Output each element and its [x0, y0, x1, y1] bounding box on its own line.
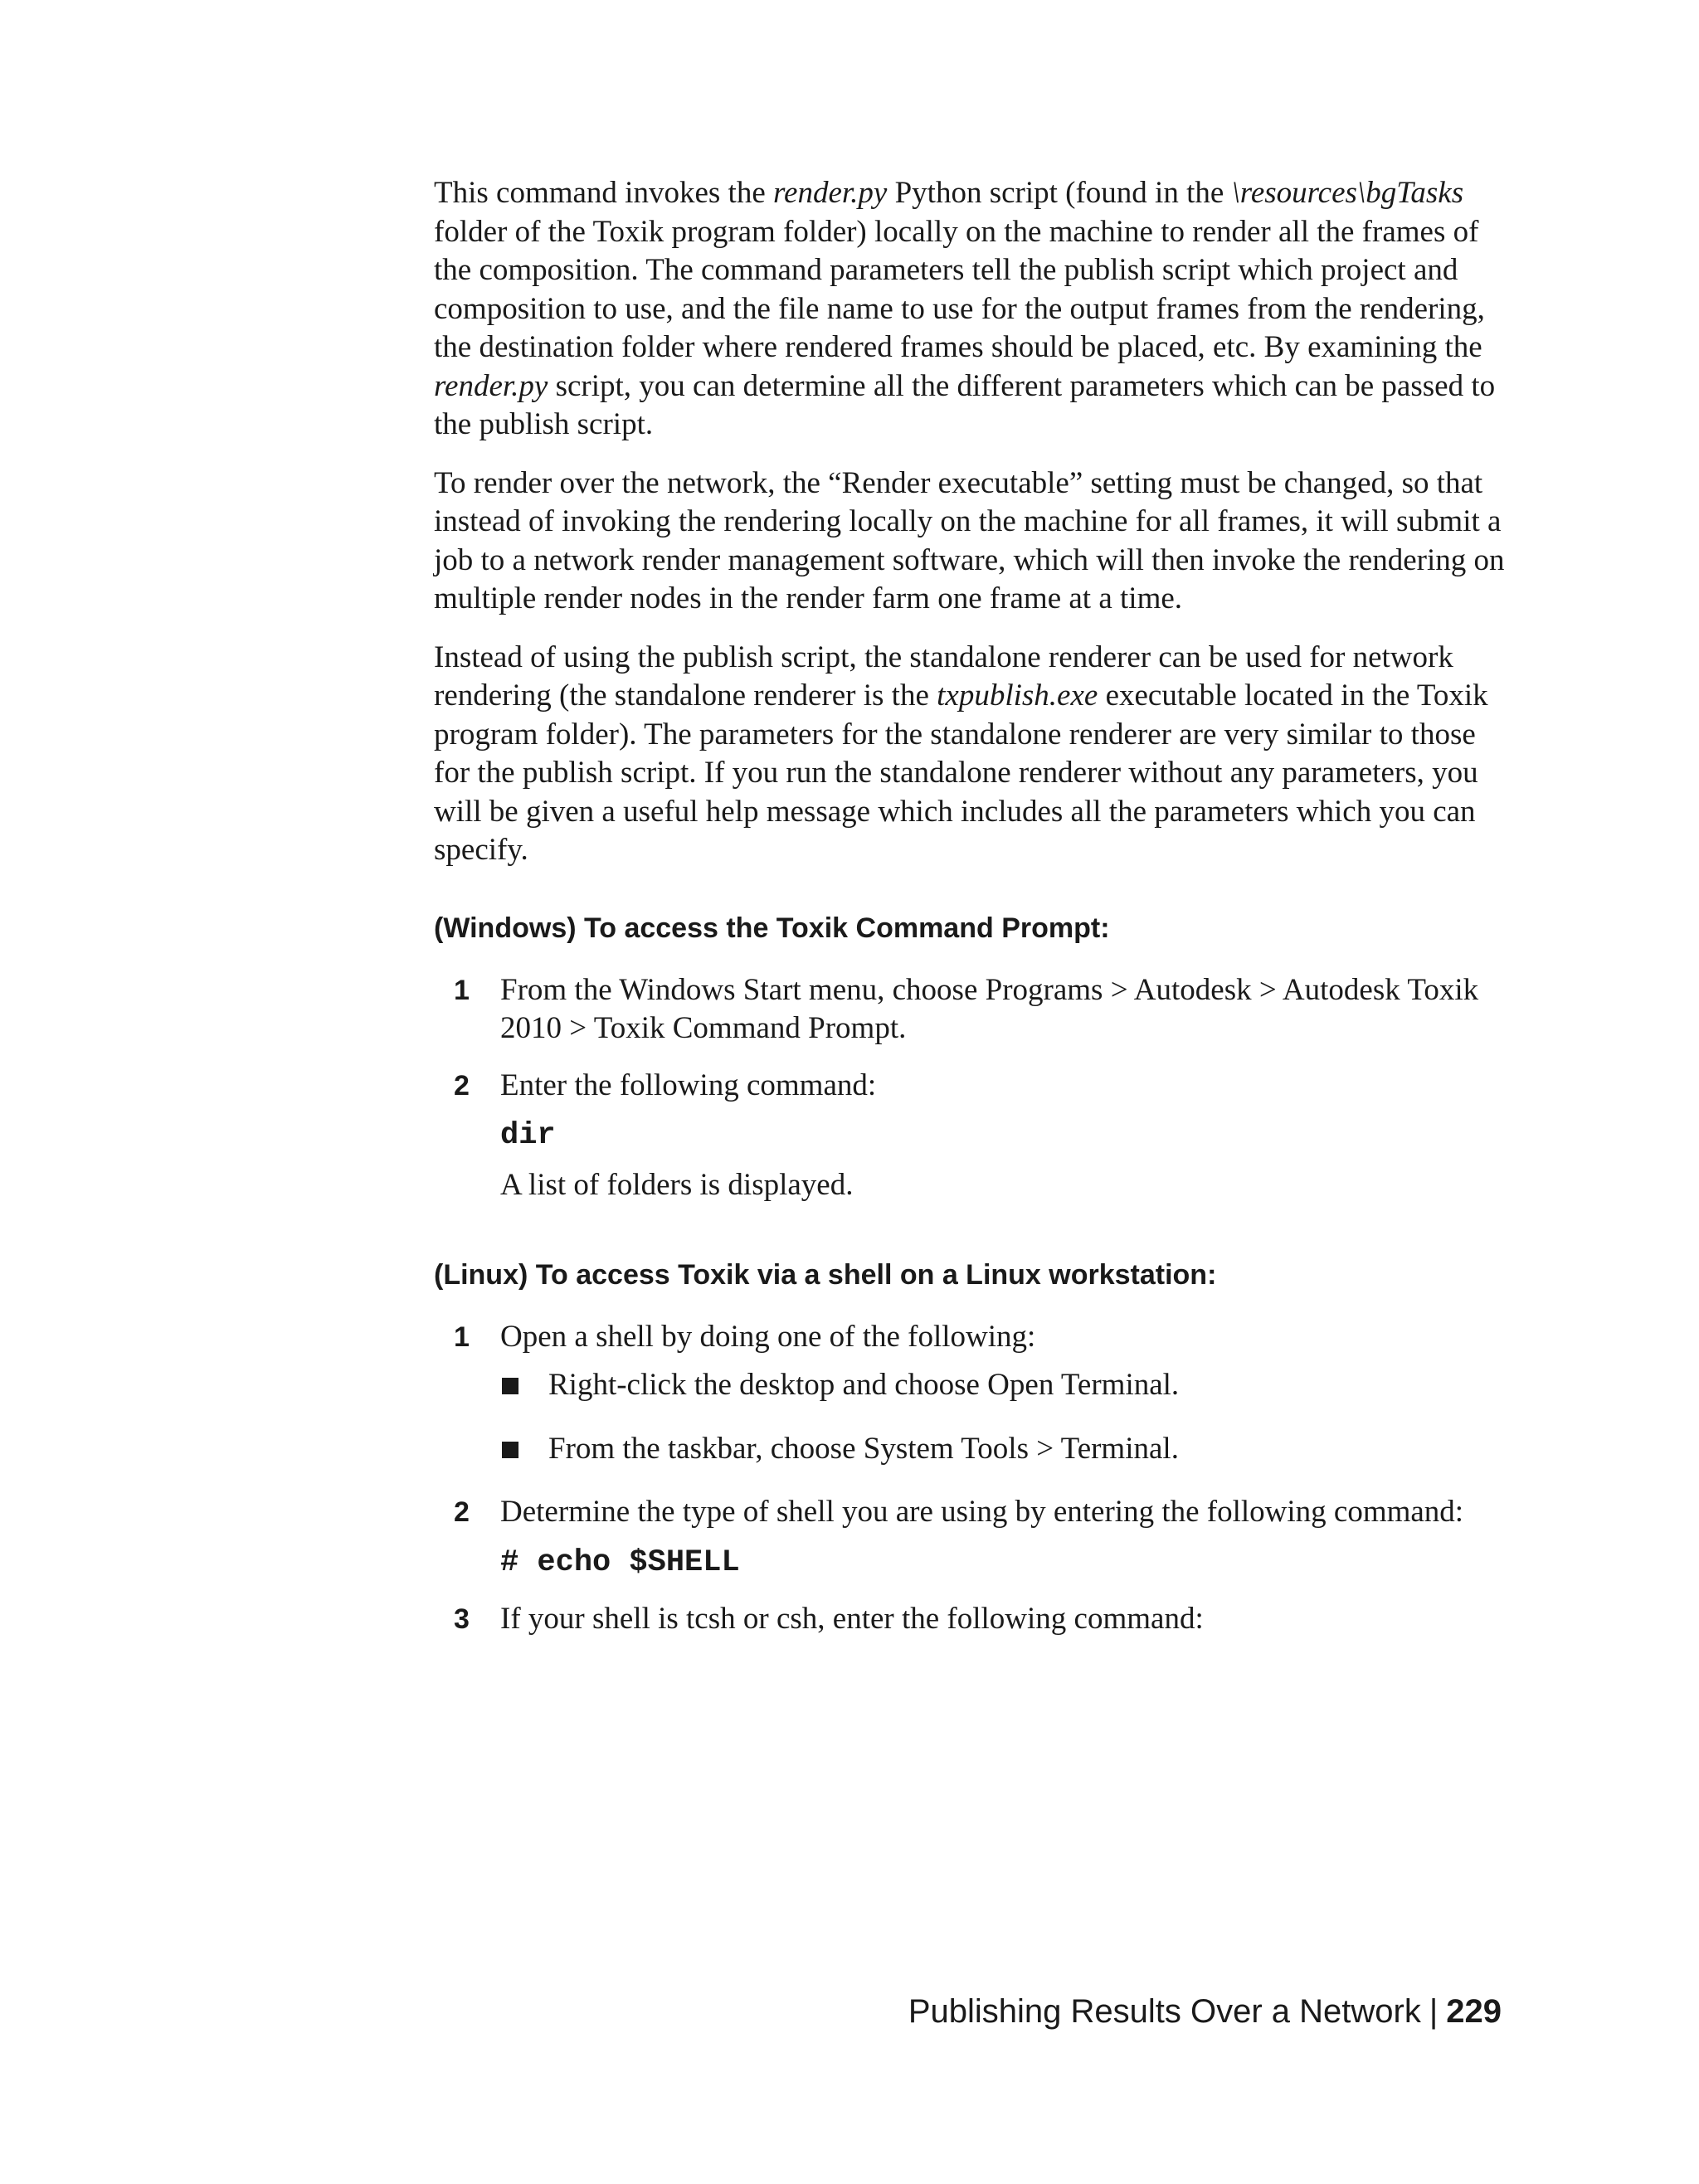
text-run: This command invokes the: [434, 176, 773, 210]
step-text: Enter the following command:: [500, 1068, 877, 1102]
footer-chapter-title: Publishing Results Over a Network: [908, 1993, 1421, 2030]
command-code: dir: [500, 1118, 556, 1153]
footer-separator: |: [1429, 1993, 1439, 2030]
linux-procedure-heading: (Linux) To access Toxik via a shell on a Linux workstation:: [434, 1258, 1217, 1291]
bullet-text: From the taskbar, choose System Tools > Terminal.: [548, 1431, 1179, 1466]
step-text: If your shell is tcsh or csh, enter the following command:: [500, 1601, 1204, 1636]
text-run: executable located in the Toxik program folder). The parameters for the standalone renderer are very similar to those for the publish script. If you run the standalone renderer without any parameters, you will be given a useful help message which includes all the parameters which you can specify.: [434, 679, 1488, 867]
step-text: Determine the type of shell you are using by entering the following command:: [500, 1495, 1464, 1529]
page-footer: [908, 1991, 1502, 2032]
filename-render-py: render.py: [773, 176, 888, 210]
bullet-item: [500, 1430, 1512, 1469]
text-run: script, you can determine all the different parameters which can be passed to the publish script.: [434, 368, 1496, 441]
step-number: 2: [454, 1069, 470, 1102]
bullet-item: [500, 1366, 1512, 1405]
paragraph-render-script: [434, 174, 1512, 445]
page-body: [434, 174, 1512, 1656]
step-number: 1: [454, 974, 470, 1006]
windows-step-1: [434, 971, 1512, 1048]
step-text: From the Windows Start menu, choose Programs > Autodesk > Autodesk Toxik 2010 > Toxik Command Prompt.: [500, 972, 1479, 1045]
step-number: 3: [454, 1603, 470, 1635]
page-number: 229: [1446, 1993, 1502, 2030]
text-run: folder of the Toxik program folder) locally on the machine to render all the frames of the composition. The command parameters tell the publish script which project and composition to use, and the file name to use for the output frames from the rendering, the destination folder where rendered frames should be placed, etc. By examining the: [434, 214, 1485, 364]
linux-step-1: [434, 1318, 1512, 1469]
paragraph-network-render: To render over the network, the “Render executable” setting must be changed, so that instead of invoking the rendering locally on the machine for all frames, it will submit a job to a network render management software, which will then invoke the rendering on multiple render nodes in the render farm one frame at a time.: [434, 465, 1505, 615]
step-result: A list of folders is displayed.: [500, 1168, 854, 1202]
linux-step-3: [434, 1600, 1512, 1639]
text-run: Python script (found in the: [887, 176, 1232, 210]
bullet-text: Right-click the desktop and choose Open Terminal.: [548, 1368, 1180, 1402]
step-number: 2: [454, 1496, 470, 1528]
step-number: 1: [454, 1321, 470, 1353]
windows-step-2: [434, 1067, 1512, 1205]
paragraph-standalone-renderer: [434, 639, 1512, 870]
windows-procedure-heading: (Windows) To access the Toxik Command Prompt:: [434, 912, 1110, 944]
square-bullet-icon: [502, 1442, 518, 1458]
command-code: # echo $SHELL: [500, 1544, 740, 1580]
step-text: Open a shell by doing one of the following:: [500, 1319, 1036, 1354]
text-run: Instead of using the publish script, the standalone renderer can be used for network rendering (the standalone renderer is the: [434, 640, 1453, 713]
filename-render-py: render.py: [434, 368, 548, 403]
linux-step-2: [434, 1493, 1512, 1582]
folder-path: \resources\bgTasks: [1231, 176, 1464, 210]
filename-txpublish: txpublish.exe: [937, 679, 1098, 713]
square-bullet-icon: [502, 1378, 518, 1394]
